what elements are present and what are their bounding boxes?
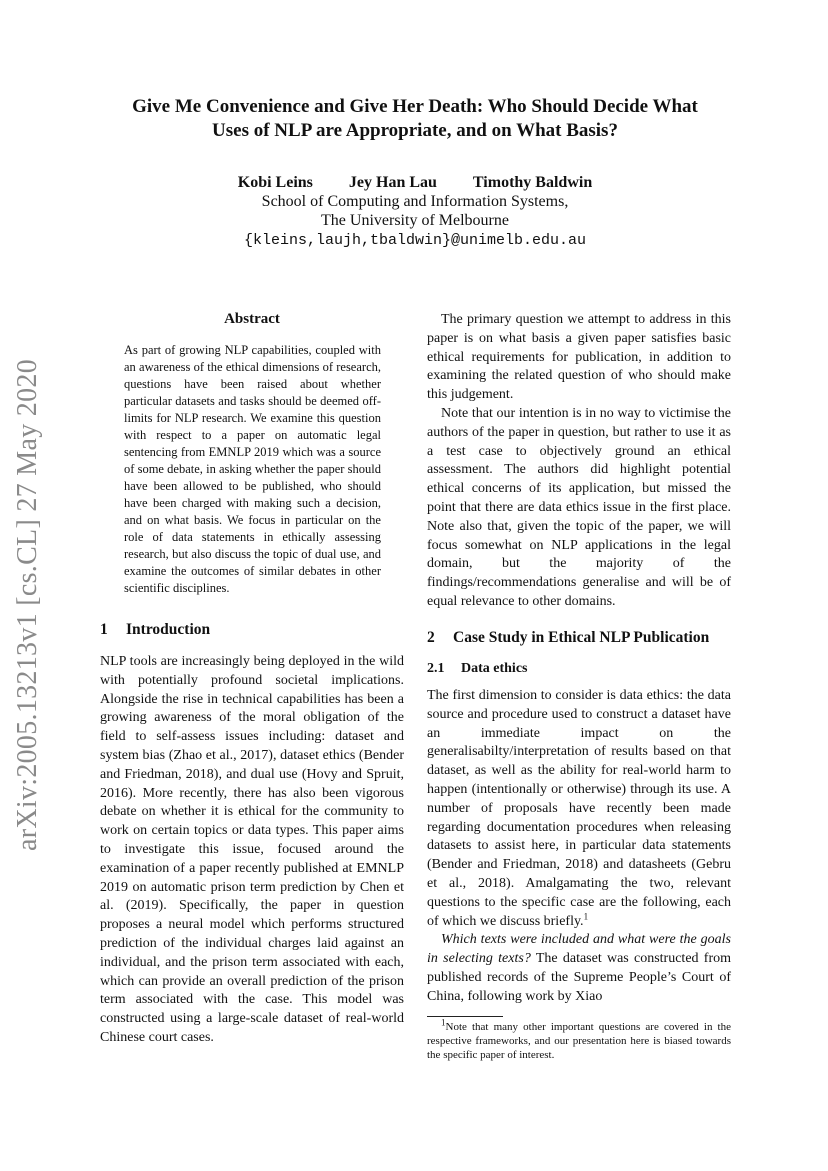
affiliation-line-2: The University of Melbourne	[321, 212, 509, 229]
paragraph-primary-question: The primary question we attempt to address in this paper is on what basis a given paper satisfies basic ethical requirements for publication, in addition to examining the related question of who should make this judgement.	[427, 312, 731, 403]
author-list	[100, 174, 730, 192]
subsection-number: 2.1	[427, 661, 445, 676]
section-number: 2	[427, 629, 435, 646]
footnote-marker: 1	[583, 910, 589, 921]
title-line-2: Uses of NLP are Appropriate, and on What Basis?	[212, 120, 618, 141]
author-name: Kobi Leins	[237, 174, 313, 191]
italic-question: Which texts were included and what were the goals in selecting texts?	[427, 932, 731, 967]
title-line-1: Give Me Convenience and Give Her Death: Who Should Decide What	[132, 96, 698, 117]
section-number: 1	[100, 621, 108, 638]
subsection-heading-data-ethics	[427, 661, 528, 677]
affiliation-line-1: School of Computing and Information Systems,	[261, 193, 569, 210]
abstract-text: As part of growing NLP capabilities, coupled with an awareness of the ethical dimensions of research, questions have been raised about whether particular datasets and tasks should be deemed off-limits for NLP research. We examine this question with respect to a paper on automatic legal sentencing from EMNLP 2019 which was a source of some debate, in asking whether the paper should have been allowed to be published, who should have been charged with making such a decision, and on what basis. We focus in particular on the role of data statements in ethically assessing research, but also discuss the topic of dual use, and examine the outcomes of similar debates in other scientific disciplines.	[124, 343, 381, 595]
paragraph-texts-selection	[427, 931, 731, 1006]
section-title: Introduction	[126, 621, 211, 638]
arxiv-sidebar-stamp	[0, 360, 56, 850]
section-title: Case Study in Ethical NLP Publication	[453, 629, 710, 646]
author-name: Jey Han Lau	[348, 174, 437, 191]
section-heading-introduction	[100, 621, 210, 639]
author-emails: {kleins,laujh,tbaldwin}@unimelb.edu.au	[243, 232, 587, 249]
paragraph-text: The dataset was constructed from published records of the Supreme People’s Court of China, following work by Xiao	[427, 951, 731, 1004]
paper-title	[100, 95, 730, 143]
paragraph-text: The first dimension to consider is data ethics: the data source and procedure used to construct a dataset have an immediate impact on the generalisabilty/interpretation of results based on that dataset, as well as the ability for real-world harm to happen (intentionally or otherwise) through its use. A number of proposals have recently been made regarding documentation procedures when releasing datasets to assist here, in particular data statements (Bender and Friedman, 2018) and datasheets (Gebru et al., 2018). Amalgamating the two, relevant questions to the specific case are the following, each of which we discuss briefly.	[427, 688, 731, 929]
footnote	[427, 1017, 731, 1062]
author-name: Timothy Baldwin	[472, 174, 593, 191]
footnote-number: 1	[441, 1017, 446, 1028]
arxiv-id: arXiv:2005.13213v1 [cs.CL] 27 May 2020	[12, 358, 43, 852]
section-heading-case-study	[427, 629, 709, 647]
paragraph-data-ethics	[427, 687, 731, 931]
subsection-title: Data ethics	[461, 661, 528, 676]
data-ethics-column	[427, 687, 731, 1007]
footnote-text: Note that many other important questions are covered in the respective frameworks, and our presentation here is biased towards the specific paper of interest.	[427, 1021, 731, 1061]
right-column-top	[427, 311, 731, 612]
footnote-divider	[427, 1016, 503, 1017]
abstract-heading: Abstract	[224, 311, 280, 327]
paragraph-intention: Note that our intention is in no way to victimise the authors of the paper in question, but rather to use it as a test case to objectively ground an ethical assessment. The authors did highlight potential ethical concerns of its application, but missed the point that there are data ethics issue in the first place. Note also that, given the topic of the paper, we will focus somewhat on NLP applications in the legal domain, but the majority of the findings/recommendations generalise and will be of equal relevance to other domains.	[427, 405, 731, 609]
intro-paragraph: NLP tools are increasingly being deployed in the wild with potentially profound societal implications. Alongside the rise in technical capabilities has been a growing awareness of the moral obligation of the field to self-assess issues including: dataset and system bias (Zhao et al., 2017), dataset ethics (Bender and Friedman, 2018), and dual use (Hovy and Spruit, 2016). More recently, there has also been vigorous debate on whether it is ethical for the community to work on certain topics or data types. This paper aims to investigate this issue, focused around the examination of a paper recently published at EMNLP 2019 on automatic prison term prediction by Chen et al. (2019). Specifically, the paper in question proposes a neural model which performs structured prediction of the individual charges laid against an individual, and the prison term associated with each, which can provide an overall prediction of the prison term associated with the case. This model was constructed using a large-scale dataset of real-world Chinese court cases.	[100, 654, 404, 1045]
introduction-column	[100, 653, 404, 1048]
